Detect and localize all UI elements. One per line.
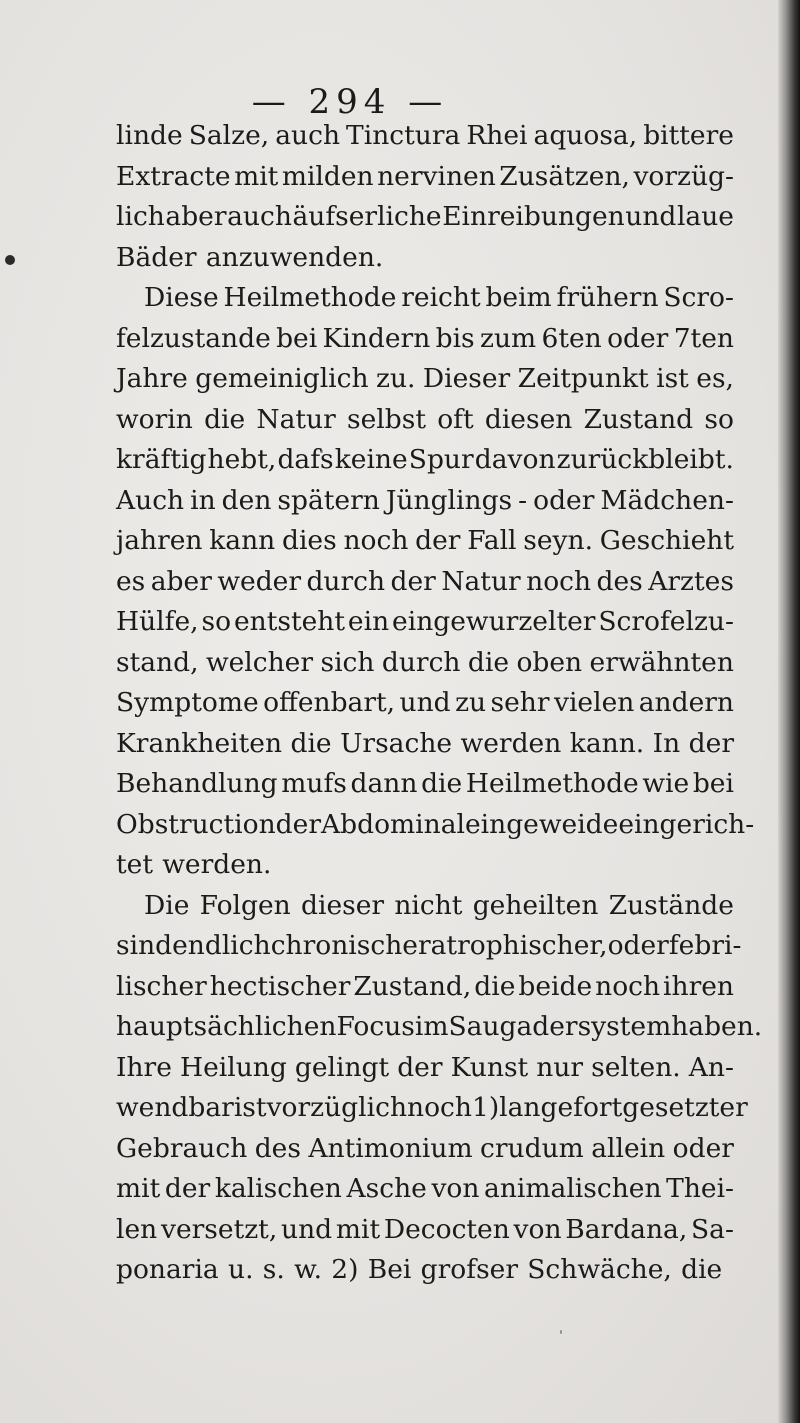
book-binding-edge xyxy=(778,0,800,1423)
text-line: Gebrauch des Antimonium crudum allein oder xyxy=(116,1132,734,1164)
text-line: es aber weder durch der Natur noch des Arztes xyxy=(116,565,734,597)
text-line: kräftig hebt, dafs keine Spur davon zurückbleibt. xyxy=(116,444,734,475)
text-line: Die Folgen dieser nicht geheilten Zustände xyxy=(144,889,734,921)
text-line: jahren kann dies noch der Fall seyn. Geschieht xyxy=(116,525,734,556)
text-line: felzustande bei Kindern bis zum 6ten oder 7ten xyxy=(116,322,734,354)
paragraph xyxy=(116,116,734,278)
text-line: Auch in den spätern Jünglings - oder Mädchen- xyxy=(116,484,734,516)
paper-speck xyxy=(5,255,15,265)
text-line: hauptsächlichen Focus im Saugadersystem haben. xyxy=(116,1011,763,1042)
text-line: Jahre gemeiniglich zu. Dieser Zeitpunkt ist es, xyxy=(116,363,734,394)
text-line: tet werden. xyxy=(116,849,272,880)
body-text xyxy=(116,116,763,1291)
paper-speck xyxy=(560,1330,562,1334)
text-line: wendbar ist vorzüglich noch 1) lange fortgesetzter xyxy=(116,1092,748,1123)
text-line: lischer hectischer Zustand, die beide noch ihren xyxy=(116,970,734,1002)
page-number: — 294 — xyxy=(251,82,449,122)
text-line: Bäder anzuwenden. xyxy=(116,241,384,273)
text-line: Behandlung mufs dann die Heilmethode wie bei xyxy=(116,768,734,799)
text-line: lich aber auch äufserliche Einreibungen und laue xyxy=(116,201,734,232)
text-line: stand, welcher sich durch die oben erwähnten xyxy=(116,646,734,678)
text-line: Krankheiten die Ursache werden kann. In der xyxy=(116,727,734,759)
text-line: linde Salze, auch Tinctura Rhei aquosa, bittere xyxy=(116,120,734,151)
paragraph xyxy=(116,886,763,1291)
text-line: ponaria u. s. w. 2) Bei grofser Schwäche, die xyxy=(116,1254,723,1285)
text-line: mit der kalischen Asche von animalischen Thei- xyxy=(116,1173,734,1204)
paragraph xyxy=(116,278,755,886)
text-line: sind endlich chronischer atrophischer, oder febri- xyxy=(116,930,742,961)
text-line: worin die Natur selbst oft diesen Zustand so xyxy=(116,403,734,435)
text-line: Hülfe, so entsteht ein eingewurzelter Scrofelzu- xyxy=(116,606,734,637)
text-line: len versetzt, und mit Decocten von Bardana, Sa- xyxy=(116,1213,734,1245)
text-line: Obstruction der Abdominaleingeweide eingerich- xyxy=(116,808,755,840)
text-line: Symptome offenbart, und zu sehr vielen andern xyxy=(116,687,734,718)
text-line: Ihre Heilung gelingt der Kunst nur selten. An- xyxy=(116,1051,734,1083)
text-line: Diese Heilmethode reicht beim frühern Scro- xyxy=(144,282,734,313)
text-line: Extracte mit milden nervinen Zusätzen, vorzüg- xyxy=(116,160,734,192)
